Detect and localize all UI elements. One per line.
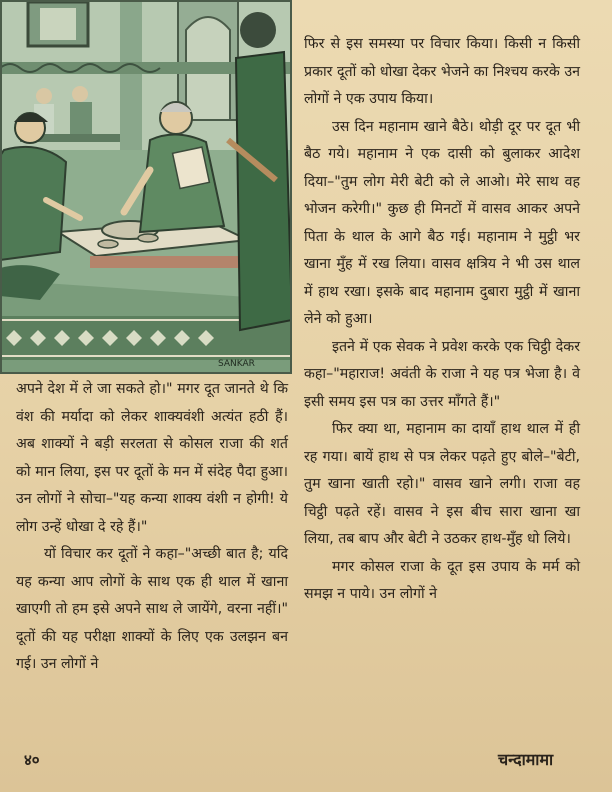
paragraph: अपने देश में ले जा सकते हो।" मगर दूत जानते थे कि वंश की मर्यादा को लेकर शाक्यवंशी अत्यंत हठी हैं। अब शाक्यों ने बड़ी सरलता से कोसल राजा की शर्त को मान लिया, इस पर दूतों के मन में संदेह पैदा हुआ। उन लोगों ने सोचा–"यह कन्या शाक्य वंशी न होगी! ये लोग उन्हें धोखा दे रहे हैं।"	[16, 381, 288, 535]
magazine-name: चन्दामामा	[498, 750, 554, 769]
right-text-column	[304, 31, 580, 609]
page-number: ४०	[24, 751, 40, 769]
story-illustration	[0, 0, 292, 374]
paragraph: यों विचार कर दूतों ने कहा–"अच्छी बात है; यदि यह कन्या आप लोगों के साथ एक ही थाल में खाना खाएगी तो हम इसे अपने साथ ले जायेंगे, वरना नहीं।" दूतों की यह परीक्षा शाक्यों के लिए एक उलझन बन गई। उन लोगों ने	[16, 546, 288, 672]
artist-signature: SANKAR	[218, 359, 255, 369]
paragraph: इतने में एक सेवक ने प्रवेश करके एक चिट्ठी देकर कहा–"महाराज! अवंती के राजा ने यह पत्र भेजा है। वे इसी समय इस पत्र का उत्तर माँगते हैं।"	[304, 338, 580, 410]
paragraph: फिर क्या था, महानाम का दायाँ हाथ थाल में ही रह गया। बायें हाथ से पत्र लेकर पढ़ते हुए बोले–"बेटी, तुम खाना खाती रहो।" वासव खाने लगी। राजा वह चिट्ठी पढ़ते रहें। वासव ने इस बीच सारा खाना खा लिया, तब बाप और बेटी ने उठकर हाथ-मुँह धो लिये।	[304, 421, 580, 547]
paragraph: मगर कोसल राजा के दूत इस उपाय के मर्म को समझ न पाये। उन लोगों ने	[304, 558, 580, 602]
left-text-column	[16, 376, 288, 679]
paragraph: उस दिन महानाम खाने बैठे। थोड़ी दूर पर दूत भी बैठ गये। महानाम ने एक दासी को बुलाकर आदेश दिया–"तुम लोग मेरी बेटी को ले आओ। मेरे साथ वह भोजन करेगी।" कुछ ही मिनटों में वासव आकर अपने पिता के थाल के आगे बैठ गई। महानाम ने मुट्ठी भर खाना मुँह में रख लिया। वासव क्षत्रिय ने भी उस थाल में हाथ रखा। इसके बाद महानाम दुबारा मुट्ठी में खाना लेने को हुआ।	[304, 118, 580, 327]
paragraph: फिर से इस समस्या पर विचार किया। किसी न किसी प्रकार दूतों को धोखा देकर भेजने का निश्चय करके उन लोगों ने एक उपाय किया।	[304, 36, 580, 107]
